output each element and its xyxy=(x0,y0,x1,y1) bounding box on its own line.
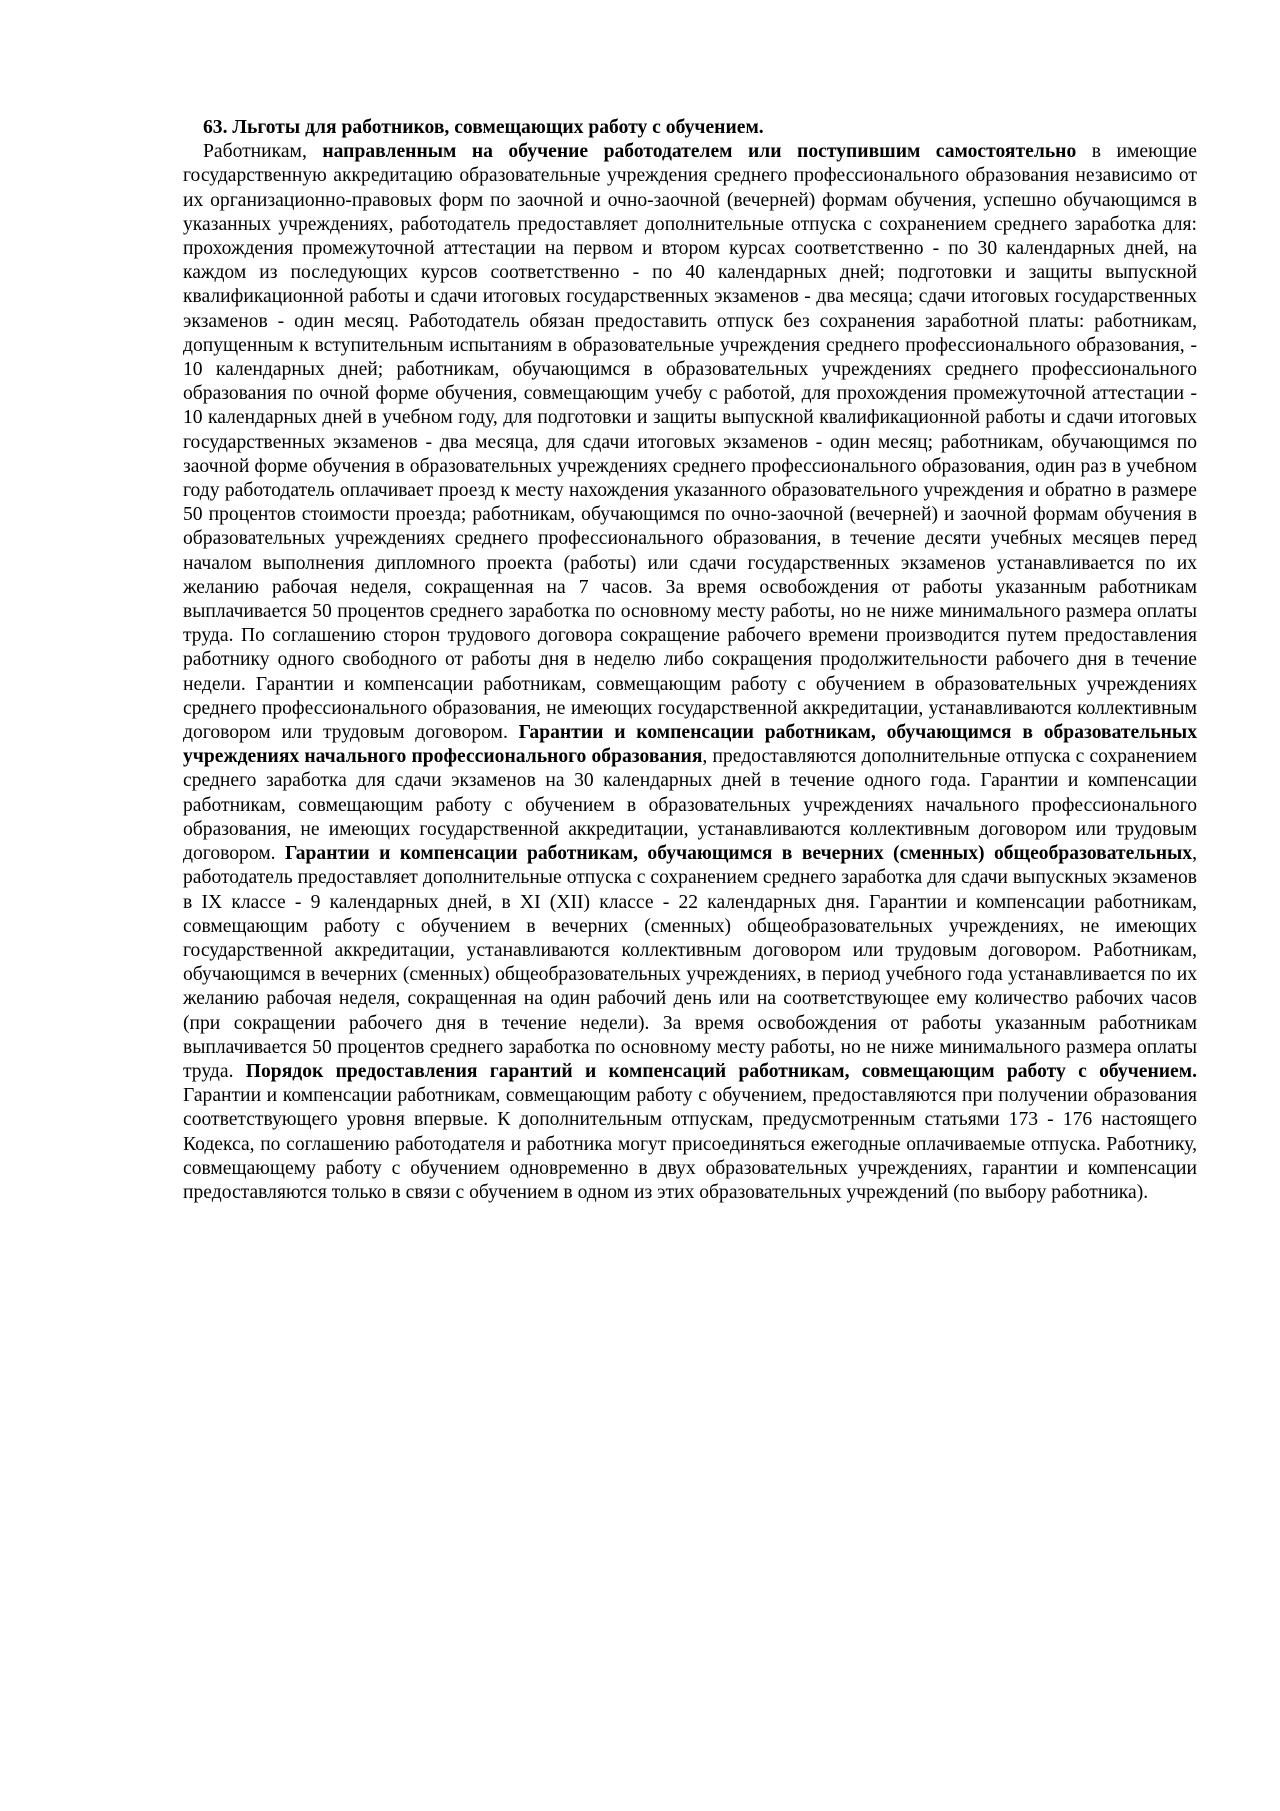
section-heading: 63. Льготы для работников, совмещающих работу с обучением. xyxy=(203,117,764,138)
bold-text-segment: Порядок предоставления гарантий и компенсаций работникам, совмещающим работу с обучением. xyxy=(245,1060,1197,1082)
text-segment: , работодатель предоставляет дополнительные отпуска с сохранением среднего заработка для сдачи выпускных экзаменов в IX классе - 9 календарных дней, в XI (XII) классе - 22 календарных дня. Гарантии и компенсации работникам, совмещающим работу с обучением в вечерних (сменных) общеобразовательных учреждениях, не имеющих государственной аккредитации, устанавливаются коллективным договором или трудовым договором. Работникам, обучающимся в вечерних (сменных) общеобразовательных учреждениях, в период учебного года устанавливается по их желанию рабочая неделя, сокращенная на один рабочий день или на соответствующее ему количество рабочих часов (при сокращении рабочего дня в течение недели). За время освобождения от работы указанным работникам выплачивается 50 процентов среднего заработка по основному месту работы, но не ниже минимального размера оплаты труда. xyxy=(183,843,1197,1082)
document-page xyxy=(183,116,1197,1205)
body-paragraph xyxy=(183,140,1197,1205)
bold-text-segment: направленным на обучение работодателем или поступившим самостоятельно xyxy=(322,141,1077,163)
text-segment: в имеющие государственную аккредитацию образовательные учреждения среднего профессионального образования независимо от их организационно-правовых форм по заочной и очно-заочной (вечерней) формам обучения, успешно обучающимся в указанных учреждениях, работодатель предоставляет дополнительные отпуска с сохранением среднего заработка для: прохождения промежуточной аттестации на первом и втором курсах соответственно - по 30 календарных дней, на каждом из последующих курсов соответственно - по 40 календарных дней; подготовки и защиты выпускной квалификационной работы и сдачи итоговых государственных экзаменов - два месяца; сдачи итоговых государственных экзаменов - один месяц. Работодатель обязан предоставить отпуск без сохранения заработной платы: работникам, допущенным к вступительным испытаниям в образовательные учреждения среднего профессионального образования, - 10 календарных дней; работникам, обучающимся в образовательных учреждениях среднего профессионального образования по очной форме обучения, совмещающим учебу с работой, для прохождения промежуточной аттестации - 10 календарных дней в учебном году, для подготовки и защиты выпускной квалификационной работы и сдачи итоговых государственных экзаменов - два месяца, для сдачи итоговых экзаменов - один месяц; работникам, обучающимся по заочной форме обучения в образовательных учреждениях среднего профессионального образования, один раз в учебном году работодатель оплачивает проезд к месту нахождения указанного образовательного учреждения и обратно в размере 50 процентов стоимости проезда; работникам, обучающимся по очно-заочной (вечерней) и заочной формам обучения в образовательных учреждениях среднего профессионального образования, в течение десяти учебных месяцев перед началом выполнения дипломного проекта (работы) или сдачи государственных экзаменов устанавливается по их желанию рабочая неделя, сокращенная на 7 часов. За время освобождения от работы указанным работникам выплачивается 50 процентов среднего заработка по основному месту работы, но не ниже минимального размера оплаты труда. По соглашению сторон трудового договора сокращение рабочего времени производится путем предоставления работнику одного свободного от работы дня в неделю либо сокращения продолжительности рабочего дня в течение недели. Гарантии и компенсации работникам, совмещающим работу с обучением в образовательных учреждениях среднего профессионального образования, не имеющих государственной аккредитации, устанавливаются коллективным договором или трудовым договором. xyxy=(183,141,1197,744)
text-segment: Работникам, xyxy=(203,141,323,163)
text-segment: , предоставляются дополнительные отпуска с сохранением среднего заработка для сдачи экзаменов на 30 календарных дней в течение одного года. Гарантии и компенсации работникам, совмещающим работу с обучением в образовательных учреждениях начального профессионального образования, не имеющих государственной аккредитации, устанавливаются коллективным договором или трудовым договором. xyxy=(183,746,1197,865)
bold-text-segment: Гарантии и компенсации работникам, обучающимся в образовательных учреждениях начального профессионального образования xyxy=(183,722,1197,768)
bold-text-segment: Гарантии и компенсации работникам, обучающимся в вечерних (сменных) общеобразовательных xyxy=(284,843,1193,865)
text-segment: Гарантии и компенсации работникам, совмещающим работу с обучением, предоставляются при получении образования соответствующего уровня впервые. К дополнительным отпускам, предусмотренным статьями 173 - 176 настоящего Кодекса, по соглашению работодателя и работника могут присоединяться ежегодные оплачиваемые отпуска. Работнику, совмещающему работу с обучением одновременно в двух образовательных учреждениях, гарантии и компенсации предоставляются только в связи с обучением в одном из этих образовательных учреждений (по выбору работника). xyxy=(183,1085,1197,1203)
